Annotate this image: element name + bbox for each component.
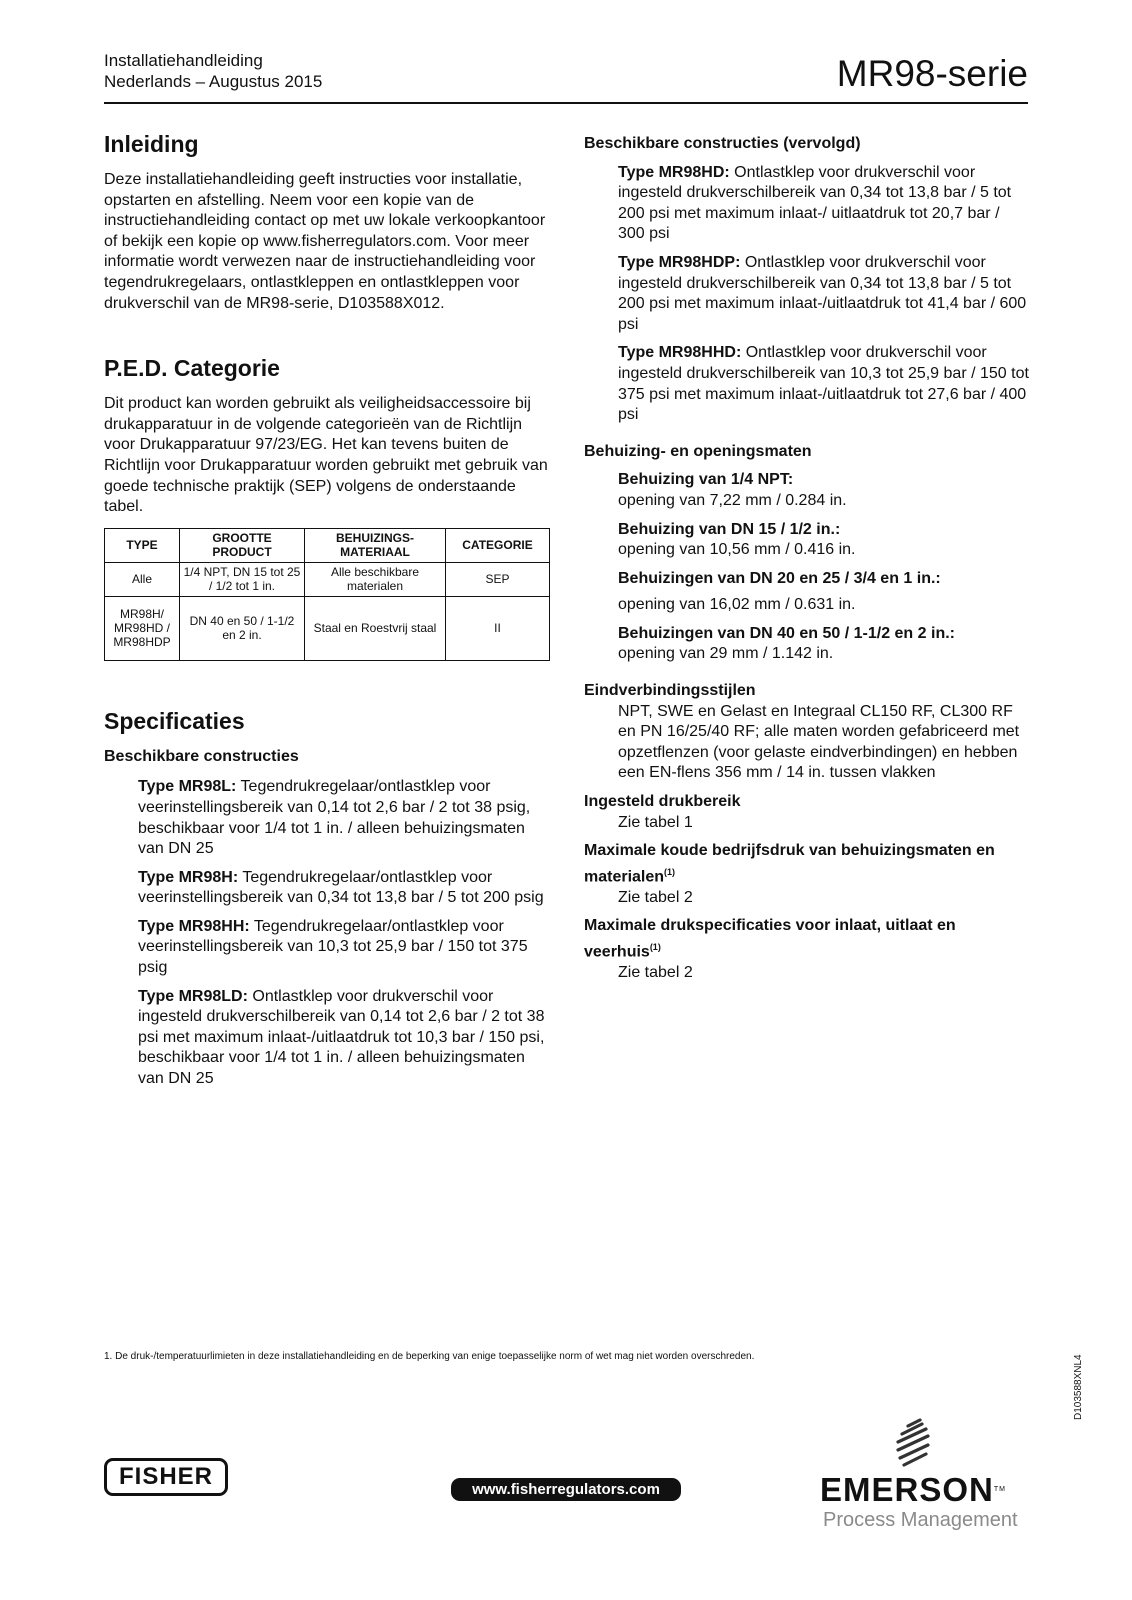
size-item: Behuizing van DN 15 / 1/2 in.: opening van 10,56 mm / 0.416 in.	[618, 520, 856, 559]
table-cell: II	[446, 596, 550, 660]
table-header: GROOTTE PRODUCT	[180, 528, 305, 562]
type-mr98hdp: Type MR98HDP: Ontlastklep voor drukverschil voor ingesteld drukverschilbereik van 0,34 tot 13,8 bar / 5 tot 200 psi met maximum inlaat-/uitlaatdruk tot 41,4 bar / 600 psi	[618, 253, 1027, 333]
document-number: D103588XNL4	[1073, 1354, 1084, 1420]
maxpress-text: Zie tabel 2	[618, 963, 693, 981]
type-mr98hh: Type MR98HH: Tegendrukregelaar/ontlastklep voor veerinstellingsbereik van 10,3 tot 25,9 bar / 150 tot 375 psig	[138, 917, 528, 977]
table-cell: Staal en Roestvrij staal	[305, 596, 446, 660]
header-divider	[104, 102, 1028, 104]
intro-text: Deze installatiehandleiding geeft instructies voor installatie, opstarten en afstelling. Neem voor een kopie van de instructiehandleiding contact op met uw lokale verkoopkantoor of bekijk een kopie op www.fisherregulators.com. Voor meer informatie wordt verwezen naar de instructiehandleiding voor tegendrukregelaars, ontlastkleppen en ontlastkleppen voor drukverschil van de MR98-serie, D103588X012.	[104, 171, 546, 312]
ped-table	[104, 528, 550, 661]
table-cell: 1/4 NPT, DN 15 tot 25 / 1/2 tot 1 in.	[180, 562, 305, 596]
table-cell: MR98H/ MR98HD / MR98HDP	[105, 596, 180, 660]
process-management-label: Process Management	[823, 1509, 1018, 1531]
table-cell: SEP	[446, 562, 550, 596]
ped-heading: P.E.D. Categorie	[104, 355, 280, 382]
footnote: 1. De druk-/temperatuurlimieten in deze installatiehandleiding en de beperking van enige toepasselijke norm of wet mag niet worden overschreden.	[104, 1351, 755, 1362]
table-header: BEHUIZINGS-MATERIAAL	[305, 528, 446, 562]
type-mr98hd: Type MR98HD: Ontlastklep voor drukverschil voor ingesteld drukverschilbereik van 0,34 tot 13,8 bar / 5 tot 200 psi met maximum inlaat-/ uitlaatdruk tot 20,7 bar / 300 psi	[618, 163, 1012, 243]
type-mr98hhd: Type MR98HHD: Ontlastklep voor drukverschil voor ingesteld drukverschilbereik van 10,3 tot 25,9 bar / 150 tot 375 psi met maximum inlaat-/uitlaatdruk tot 27,6 bar / 400 psi	[618, 344, 1029, 424]
document-title: MR98-serie	[836, 53, 1028, 94]
table-row	[105, 562, 550, 596]
table-header-row	[105, 528, 550, 562]
type-mr98ld: Type MR98LD: Ontlastklep voor drukverschil voor ingesteld drukverschilbereik van 0,14 tot 2,6 bar / 2 tot 38 psi met maximum inlaat-/uitlaatdruk tot 10,3 bar / 150 psi, beschikbaar voor 1/4 tot 1 in. / alleen behuizingsmaten van DN 25	[138, 987, 545, 1088]
constructions-heading: Beschikbare constructies	[104, 747, 299, 765]
right-column	[584, 134, 1030, 983]
table-header: CATEGORIE	[446, 528, 550, 562]
emerson-emblem-icon	[890, 1418, 936, 1470]
header-meta	[104, 50, 322, 92]
ped-text: Dit product kan worden gebruikt als veiligheidsaccessoire bij drukapparatuur in de volgende categorieën van de Richtlijn voor Drukapparatuur 97/23/EG. Het kan tevens buiten de Richtlijn voor Drukapparatuur worden gebruikt met gebruik van goede technische praktijk (SEP) volgens de onderstaande tabel.	[104, 395, 548, 516]
constructions-cont-heading: Beschikbare constructies (vervolgd)	[584, 135, 861, 152]
emerson-logo: EMERSONTM	[820, 1471, 1006, 1508]
range-text: Zie tabel 1	[618, 813, 693, 831]
sizes-heading: Behuizing- en openingsmaten	[584, 442, 812, 460]
size-item: Behuizingen van DN 40 en 50 / 1-1/2 en 2 in.: opening van 29 mm / 1.142 in.	[618, 624, 955, 663]
manual-type: Installatiehandleiding	[104, 51, 263, 70]
table-cell: Alle beschikbare materialen	[305, 562, 446, 596]
type-mr98h: Type MR98H: Tegendrukregelaar/ontlastklep voor veerinstellingsbereik van 0,34 tot 13,8 bar / 5 tot 200 psig	[138, 868, 544, 907]
table-cell: Alle	[105, 562, 180, 596]
table-header: TYPE	[105, 528, 180, 562]
maxcold-text: Zie tabel 2	[618, 888, 693, 906]
range-heading: Ingesteld drukbereik	[584, 793, 741, 811]
left-column	[104, 130, 550, 1098]
maxcold-heading: Maximale koude bedrijfsdruk van behuizingsmaten en materialen$^{(1)}$	[584, 842, 995, 886]
language-date: Nederlands – Augustus 2015	[104, 72, 323, 91]
end-heading: Eindverbindingsstijlen	[584, 682, 756, 700]
size-item: Behuizingen van DN 20 en 25 / 3/4 en 1 in.: opening van 16,02 mm / 0.631 in.	[618, 569, 941, 614]
spec-heading: Specificaties	[104, 707, 245, 734]
size-item: Behuizing van 1/4 NPT: opening van 7,22 mm / 0.284 in.	[618, 471, 847, 509]
end-text: NPT, SWE en Gelast en Integraal CL150 RF, CL300 RF en PN 16/25/40 RF; alle maten worden gefabriceerd met opzetflenzen (voor gelaste eindverbindingen) en hebben een EN-flens 356 mm / 14 in. tussen vlakken	[618, 702, 1020, 782]
maxpress-heading: Maximale drukspecificaties voor inlaat, uitlaat en veerhuis$^{(1)}$	[584, 917, 956, 961]
type-mr98l: Type MR98L: Tegendrukregelaar/ontlastklep voor veerinstellingsbereik van 0,14 tot 2,6 bar / 2 tot 38 psig, beschikbaar voor 1/4 tot 1 in. / alleen behuizingsmaten van DN 25	[138, 778, 531, 858]
fisher-logo: FISHER	[104, 1458, 228, 1496]
table-row	[105, 596, 550, 660]
table-cell: DN 40 en 50 / 1-1/2 en 2 in.	[180, 596, 305, 660]
intro-heading: Inleiding	[104, 131, 199, 157]
website-link[interactable]: www.fisherregulators.com	[451, 1478, 681, 1501]
